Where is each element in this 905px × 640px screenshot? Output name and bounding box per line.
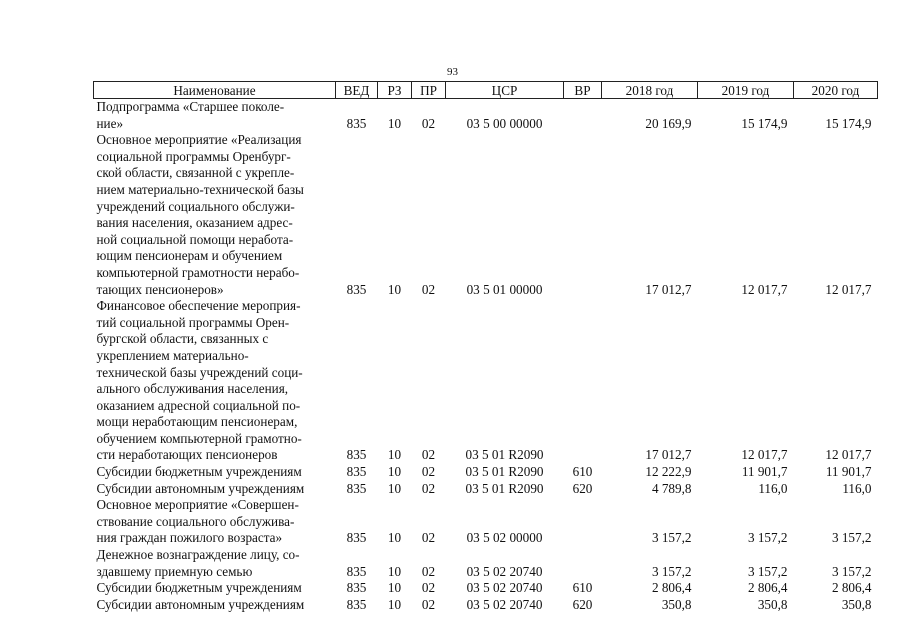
row-rz-cell: 10 [387,464,402,480]
row-vr-cell: 620 [572,480,593,496]
row-rz-cell: 10 [387,281,402,297]
row-name-cell: Основное мероприятие «Реализация социальной программы Оренбург- ской области, связанной с укрепле- нием материально-технической базы учреждений социального обслужи- вания населения, оказанием адрес- ной социальной помощи неработа- ющим пенсионерам и обучением компьютерной грамотности нерабо- тающих пенсионеров» [96,132,304,297]
table-row [94,547,878,580]
header-pr: ПР [412,82,446,99]
row-vr-cell: 610 [572,464,593,480]
row-name-cell: Субсидии бюджетным учреждениям [96,464,302,480]
row-vr-cell [564,99,602,133]
row-2019-cell: 12 017,7 [741,447,788,463]
row-2018-cell: 12 222,9 [645,464,692,480]
row-csr-cell: 03 5 02 00000 [466,530,543,546]
header-rz: РЗ [378,82,412,99]
header-2020: 2020 год [794,82,878,99]
table-row [94,481,878,498]
header-ved: ВЕД [336,82,378,99]
row-ved-cell: 835 [346,447,367,463]
row-2020-cell: 3 157,2 [831,530,872,546]
row-pr-cell: 02 [421,447,436,463]
row-ved-cell: 835 [346,480,367,496]
row-2019-cell: 350,8 [757,596,788,612]
row-2018-cell: 4 789,8 [651,480,692,496]
row-vr-cell: 620 [572,596,593,612]
row-name-cell: Подпрограмма «Старшее поколе- ние» [96,99,285,131]
page-number: 93 [447,66,458,78]
table-body [94,99,878,614]
row-2019-cell: 2 806,4 [747,580,788,596]
row-2020-cell: 15 174,9 [825,115,872,131]
row-2020-cell: 350,8 [841,596,872,612]
row-2018-cell: 20 169,9 [645,115,692,131]
row-pr-cell: 02 [421,480,436,496]
row-vr-cell [564,497,602,547]
row-rz-cell: 10 [387,447,402,463]
row-2019-cell: 3 157,2 [747,563,788,579]
row-rz-cell: 10 [387,596,402,612]
table-header [94,82,878,99]
row-2019-cell: 116,0 [758,480,788,496]
row-2020-cell: 12 017,7 [825,281,872,297]
row-vr-cell: 610 [572,580,593,596]
row-name-cell: Субсидии автономным учреждениям [96,480,305,496]
row-ved-cell: 835 [346,580,367,596]
row-vr-cell [564,132,602,298]
table-row [94,497,878,547]
row-2020-cell: 11 901,7 [825,464,872,480]
row-2019-cell: 3 157,2 [747,530,788,546]
row-ved-cell: 835 [346,281,367,297]
header-csr: ЦСР [446,82,564,99]
row-csr-cell: 03 5 01 R2090 [465,447,544,463]
row-2019-cell: 11 901,7 [741,464,788,480]
row-pr-cell: 02 [421,596,436,612]
row-name-cell: Финансовое обеспечение мероприя- тий социальной программы Орен- бургской области, связанных с укреплением материально- технической базы учреждений соци- ального обслуживания населения, оказанием адресной социальной по- мощи неработающим пенсионерам, обучением компьютерной грамотно- сти неработающих пенсионеров [96,298,303,463]
row-2019-cell: 15 174,9 [741,115,788,131]
row-rz-cell: 10 [387,563,402,579]
row-name-cell: Основное мероприятие «Совершен- ствование социального обслужива- ния граждан пожилого возраста» [96,497,299,546]
row-pr-cell: 02 [421,563,436,579]
row-name-cell: Субсидии бюджетным учреждениям [96,580,302,596]
row-pr-cell: 02 [421,580,436,596]
header-vr: ВР [564,82,602,99]
row-name-cell: Субсидии автономным учреждениям [96,596,305,612]
row-2018-cell: 350,8 [661,596,692,612]
row-ved-cell: 835 [346,596,367,612]
header-2019: 2019 год [698,82,794,99]
budget-table [93,81,878,613]
row-csr-cell: 03 5 01 R2090 [465,480,544,496]
row-2020-cell: 2 806,4 [831,580,872,596]
row-ved-cell: 835 [346,115,367,131]
row-csr-cell: 03 5 01 00000 [466,281,543,297]
table-row [94,464,878,481]
row-2018-cell: 3 157,2 [651,530,692,546]
row-rz-cell: 10 [387,115,402,131]
row-csr-cell: 03 5 01 R2090 [465,464,544,480]
table-row [94,132,878,298]
row-ved-cell: 835 [346,563,367,579]
row-rz-cell: 10 [387,480,402,496]
row-csr-cell: 03 5 00 00000 [466,115,543,131]
row-pr-cell: 02 [421,281,436,297]
row-ved-cell: 835 [346,530,367,546]
row-2020-cell: 116,0 [842,480,872,496]
row-pr-cell: 02 [421,530,436,546]
row-rz-cell: 10 [387,580,402,596]
row-csr-cell: 03 5 02 20740 [466,596,543,612]
table-row [94,580,878,597]
row-2020-cell: 12 017,7 [825,447,872,463]
row-2018-cell: 2 806,4 [651,580,692,596]
row-csr-cell: 03 5 02 20740 [466,563,543,579]
table-row [94,298,878,464]
row-pr-cell: 02 [421,464,436,480]
row-2020-cell: 3 157,2 [831,563,872,579]
row-csr-cell: 03 5 02 20740 [466,580,543,596]
row-vr-cell [564,547,602,580]
table-row [94,597,878,614]
row-vr-cell [564,298,602,464]
row-name-cell: Денежное вознаграждение лицу, со- здавшему приемную семью [96,547,300,579]
row-2018-cell: 3 157,2 [651,563,692,579]
row-rz-cell: 10 [387,530,402,546]
header-name: Наименование [94,82,336,99]
row-pr-cell: 02 [421,115,436,131]
table-row [94,99,878,133]
row-2018-cell: 17 012,7 [645,447,692,463]
header-2018: 2018 год [602,82,698,99]
row-ved-cell: 835 [346,464,367,480]
row-2019-cell: 12 017,7 [741,281,788,297]
row-2018-cell: 17 012,7 [645,281,692,297]
